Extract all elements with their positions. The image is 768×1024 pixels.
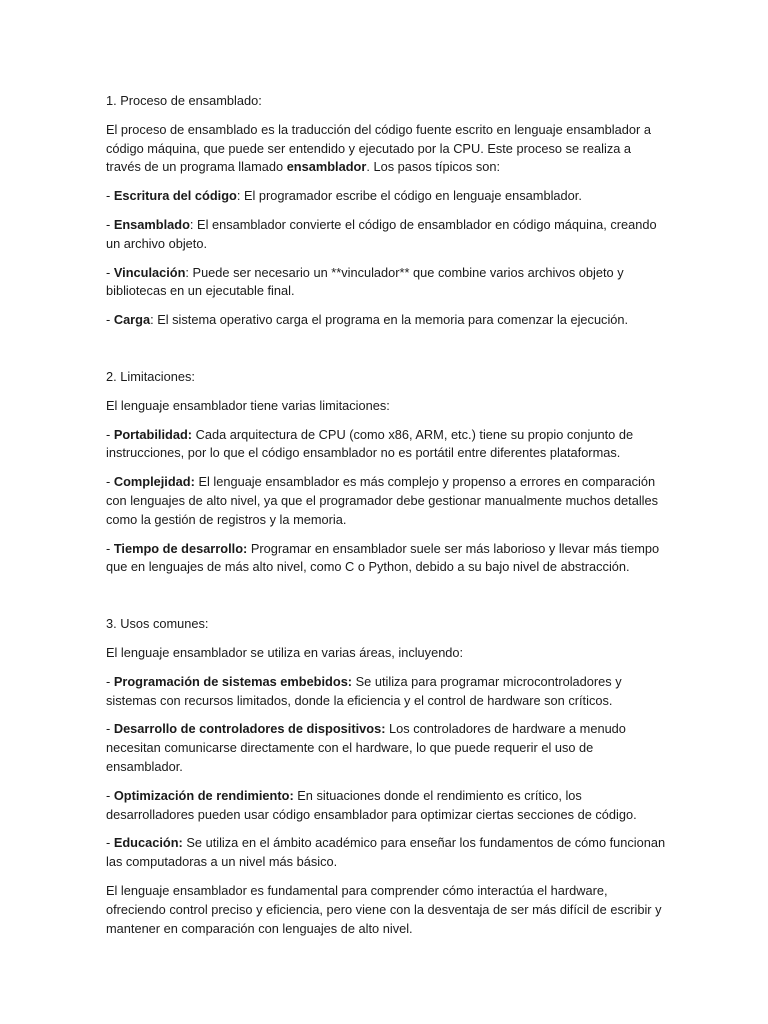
list-dash: - — [106, 474, 114, 490]
list-term: Tiempo de desarrollo: — [113, 540, 248, 556]
list-text: El lenguaje ensamblador es más complejo y propenso a errores en comparación con lenguajes de alto nivel, ya que el programador debe gestionar manualmente muchos detalles como la gestión de registros y la memoria. — [106, 474, 659, 527]
list-text: Programar en ensamblador suele ser más laborioso y llevar más tiempo que en lenguajes de más alto nivel, como C o Python, debido a su bajo nivel de abstracción. — [106, 540, 660, 575]
list-dash: - — [106, 188, 114, 204]
list-text: : El ensamblador convierte el código de ensamblador en código máquina, creando un archivo objeto. — [106, 216, 657, 251]
list-term: Programación de sistemas embebidos: — [113, 673, 353, 689]
intro-text-a: El proceso de ensamblado es la traducción del código fuente escrito en lenguaje ensamblador a código máquina, que puede ser entendido y ejecutado por la CPU. Este proceso se realiza a través de un programa llamado — [106, 121, 651, 175]
list-item — [106, 311, 668, 330]
list-text: Los controladores de hardware a menudo necesitan comunicarse directamente con el hardware, lo que puede requerir el uso de ensamblador. — [106, 721, 626, 774]
list-term: Carga — [113, 312, 151, 328]
intro-bold-term: ensamblador — [286, 159, 367, 175]
list-dash: - — [106, 426, 114, 442]
list-term: Escritura del código — [113, 188, 237, 204]
list-item — [106, 426, 668, 464]
list-text: Se utiliza en el ámbito académico para enseñar los fundamentos de cómo funcionan las computadoras a un nivel más básico. — [106, 835, 666, 870]
list-text: Cada arquitectura de CPU (como x86, ARM, etc.) tiene su propio conjunto de instrucciones, por lo que el código ensamblador no es portátil entre diferentes plataformas. — [106, 426, 634, 461]
list-text: : El sistema operativo carga el programa en la memoria para comenzar la ejecución. — [150, 312, 629, 328]
section-3-heading: 3. Usos comunes: — [106, 616, 209, 632]
list-dash: - — [106, 540, 114, 556]
list-item — [106, 264, 668, 302]
conclusion-paragraph: El lenguaje ensamblador es fundamental para comprender cómo interactúa el hardware, ofreciendo control preciso y eficiencia, pero viene con la desventaja de ser más difícil de escribir y mantener en comparación con lenguajes de alto nivel. — [106, 882, 662, 936]
intro-text-b: . Los pasos típicos son: — [366, 159, 501, 175]
list-term: Ensamblado — [113, 216, 190, 232]
list-term: Educación: — [113, 835, 183, 851]
list-item — [106, 473, 668, 529]
list-item — [106, 187, 668, 206]
list-term: Vinculación — [113, 264, 186, 280]
list-text: Se utiliza para programar microcontroladores y sistemas con recursos limitados, donde la eficiencia y el control de hardware son críticos. — [106, 673, 622, 708]
list-item — [106, 787, 668, 825]
list-dash: - — [106, 312, 114, 328]
list-dash: - — [106, 835, 114, 851]
list-dash: - — [106, 673, 114, 689]
list-item — [106, 720, 668, 776]
list-text: En situaciones donde el rendimiento es crítico, los desarrolladores pueden usar código ensamblador para optimizar ciertas secciones de código. — [106, 787, 637, 822]
section-1-intro — [106, 121, 668, 177]
list-term: Desarrollo de controladores de dispositivos: — [113, 721, 386, 737]
list-item — [106, 834, 668, 872]
list-dash: - — [106, 216, 114, 232]
list-term: Optimización de rendimiento: — [113, 787, 294, 803]
list-dash: - — [106, 721, 114, 737]
list-text: : Puede ser necesario un **vinculador** que combine varios archivos objeto y bibliotecas en un ejecutable final. — [106, 264, 624, 299]
list-item — [106, 673, 668, 711]
list-term: Portabilidad: — [113, 426, 193, 442]
list-term: Complejidad: — [113, 474, 195, 490]
list-item — [106, 540, 668, 578]
list-dash: - — [106, 787, 114, 803]
list-item — [106, 216, 668, 254]
section-2-intro: El lenguaje ensamblador tiene varias limitaciones: — [106, 397, 390, 413]
list-text: : El programador escribe el código en lenguaje ensamblador. — [236, 188, 582, 204]
section-1-heading: 1. Proceso de ensamblado: — [106, 93, 262, 108]
section-2-heading: 2. Limitaciones: — [106, 368, 195, 384]
list-dash: - — [106, 264, 114, 280]
section-3-intro: El lenguaje ensamblador se utiliza en varias áreas, incluyendo: — [106, 644, 464, 660]
